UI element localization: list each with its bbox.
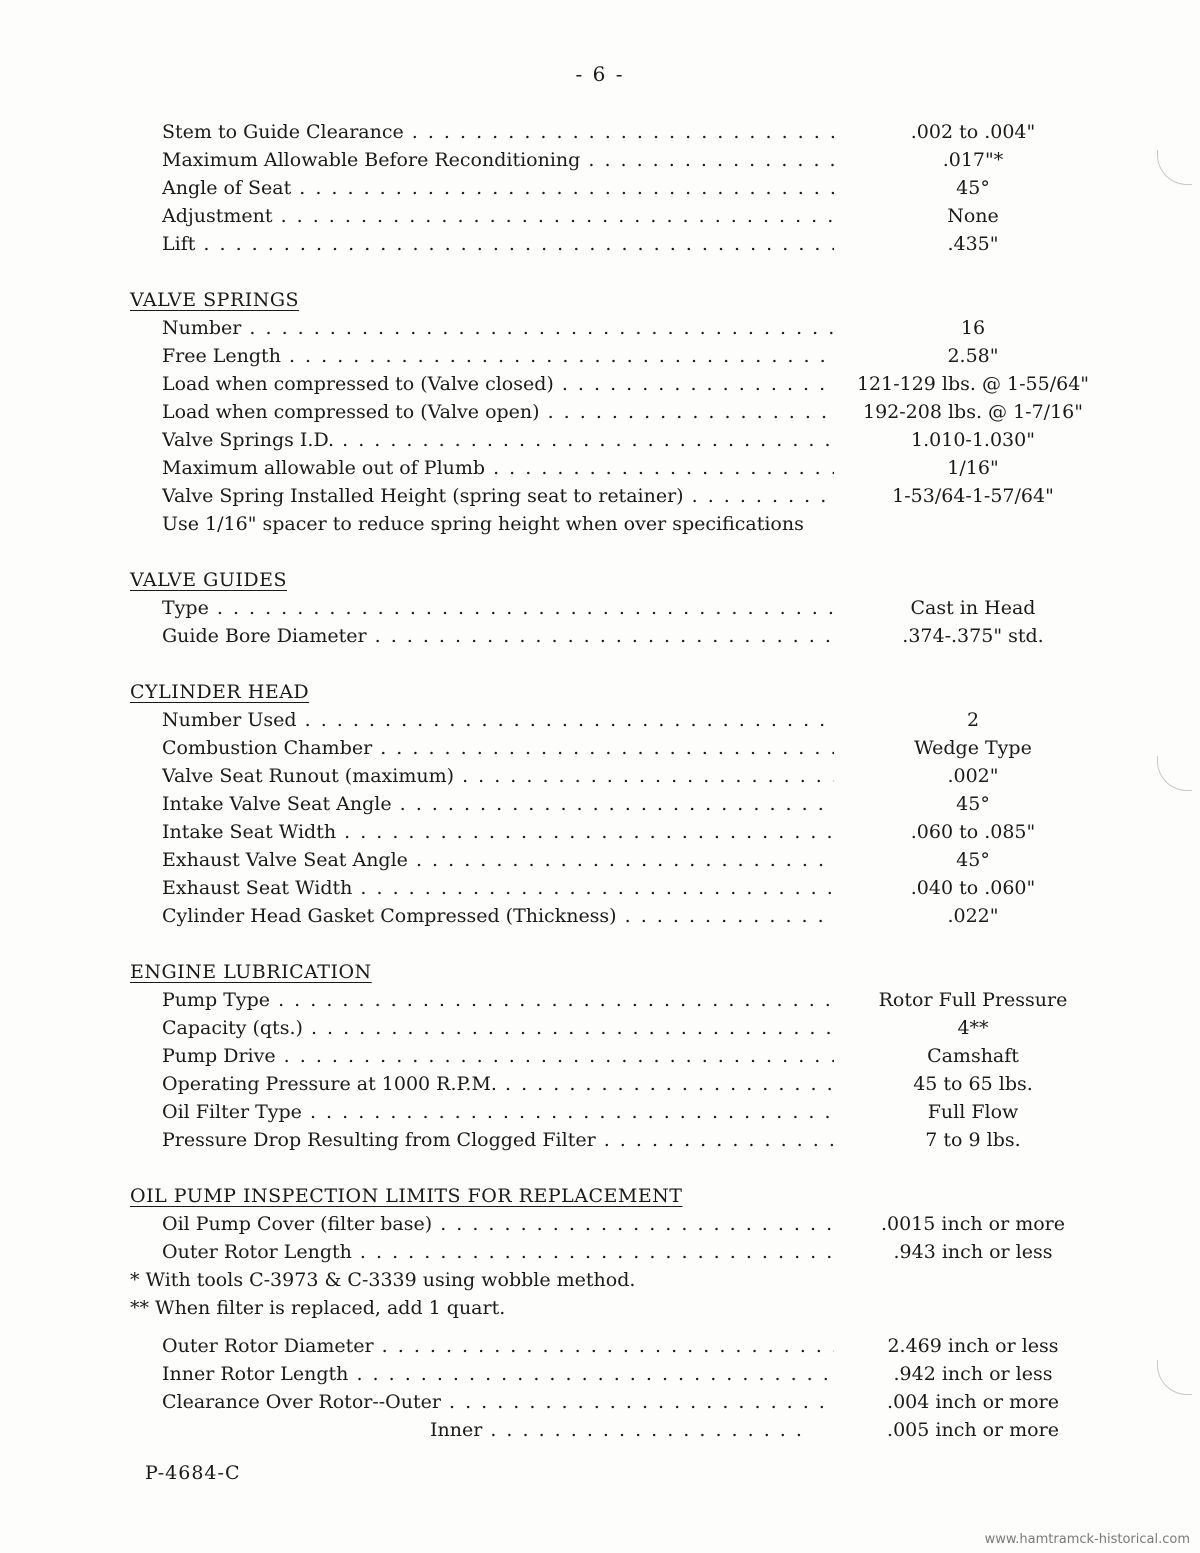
spec-row: [130, 706, 1110, 734]
spec-value: 2: [966, 709, 980, 731]
spec-row: [130, 818, 1110, 846]
spec-label: Outer Rotor Diameter . . .: [162, 1332, 834, 1360]
spec-label: Oil Filter Type . . .: [162, 1098, 834, 1126]
spec-row: [130, 902, 1110, 930]
spec-row: [130, 1360, 1110, 1388]
spec-label: Adjustment . . .: [162, 202, 834, 230]
spec-row: [130, 1238, 1110, 1266]
spec-label: Guide Bore Diameter . . .: [162, 622, 834, 650]
spec-value: .022": [947, 905, 999, 927]
spec-label: Intake Seat Width . . .: [162, 818, 834, 846]
valve-guides-section: [130, 566, 1110, 650]
punch-hole-mark: [1157, 1360, 1192, 1395]
oil-pump-section: [130, 1182, 1110, 1444]
spec-value: .002 to .004": [910, 121, 1036, 143]
spec-value: .060 to .085": [910, 821, 1036, 843]
page-number: - 6 -: [575, 62, 625, 86]
punch-hole-mark: [1157, 150, 1192, 185]
spec-value: .942 inch or less: [893, 1363, 1053, 1385]
spec-value: .040 to .060": [910, 877, 1036, 899]
spec-value: 1-53/64-1-57/64": [892, 485, 1054, 507]
spec-value: 1/16": [947, 457, 999, 479]
spec-value: .002": [947, 765, 999, 787]
spec-label: Type . . .: [162, 594, 834, 622]
spec-label: Number Used . . .: [162, 706, 834, 734]
spec-row: [130, 846, 1110, 874]
spec-row: [130, 1210, 1110, 1238]
spec-row: [130, 594, 1110, 622]
spec-row: [130, 790, 1110, 818]
footer-url: www.hamtramck-historical.com: [984, 1532, 1190, 1547]
cylinder-head-section: [130, 678, 1110, 930]
spec-row: [130, 146, 1110, 174]
spec-row: [130, 202, 1110, 230]
spec-label: Oil Pump Cover (filter base) . . .: [162, 1210, 834, 1238]
spec-label: Outer Rotor Length . . .: [162, 1238, 834, 1266]
spec-row: [130, 1416, 1110, 1444]
section-heading: CYLINDER HEAD: [130, 681, 310, 703]
spec-row: [130, 454, 1110, 482]
spec-label: Angle of Seat . . .: [162, 174, 834, 202]
spec-row: [130, 174, 1110, 202]
spec-value: .017"*: [942, 149, 1004, 171]
spec-value: 4**: [957, 1017, 989, 1039]
spec-value: Full Flow: [927, 1101, 1019, 1123]
spec-label: Capacity (qts.) . . .: [162, 1014, 834, 1042]
spec-label: Load when compressed to (Valve closed) . . .: [162, 370, 834, 398]
spec-label: Operating Pressure at 1000 R.P.M. . . .: [162, 1070, 834, 1098]
spec-label: Maximum Allowable Before Reconditioning . . .: [162, 146, 834, 174]
section-heading: ENGINE LUBRICATION: [130, 961, 372, 983]
spec-note: [130, 510, 1110, 538]
footnote-text: * With tools C-3973 & C-3339 using wobble method.: [130, 1269, 636, 1291]
spec-value: None: [947, 205, 999, 227]
spec-row: [130, 734, 1110, 762]
spec-row: [130, 1042, 1110, 1070]
spec-value: Camshaft: [927, 1045, 1019, 1067]
spec-label: Combustion Chamber . . .: [162, 734, 834, 762]
spec-value: Rotor Full Pressure: [878, 989, 1068, 1011]
spec-row: [130, 1332, 1110, 1360]
spec-value: 121-129 lbs. @ 1-55/64": [856, 373, 1090, 395]
spec-label: Exhaust Seat Width . . .: [162, 874, 834, 902]
spec-value: .435": [947, 233, 999, 255]
spec-label: Maximum allowable out of Plumb . . .: [162, 454, 834, 482]
spec-row: [130, 118, 1110, 146]
spec-label: Valve Springs I.D. . . .: [162, 426, 834, 454]
spec-value: 1.010-1.030": [911, 429, 1035, 451]
section-heading: VALVE GUIDES: [130, 569, 287, 591]
spec-value: .004 inch or more: [887, 1391, 1059, 1413]
spec-label: Stem to Guide Clearance . . .: [162, 118, 834, 146]
spec-label: Clearance Over Rotor--Outer . . .: [162, 1388, 834, 1416]
footnote-text: ** When filter is replaced, add 1 quart.: [130, 1297, 506, 1319]
spec-value: .943 inch or less: [893, 1241, 1053, 1263]
spec-value: 16: [960, 317, 986, 339]
spec-label: Intake Valve Seat Angle . . .: [162, 790, 834, 818]
spec-value: .005 inch or more: [887, 1419, 1059, 1441]
spec-value: 45°: [956, 793, 990, 815]
spec-value: 45°: [956, 177, 990, 199]
spec-label: Pump Drive . . .: [162, 1042, 834, 1070]
spec-row: [130, 342, 1110, 370]
spec-label: Number . . .: [162, 314, 834, 342]
spec-row: [130, 482, 1110, 510]
spec-row: [130, 762, 1110, 790]
spec-value: .374-.375" std.: [902, 625, 1044, 647]
spec-label: Inner . . .: [430, 1416, 802, 1444]
spec-row: [130, 314, 1110, 342]
spec-label: Pump Type . . .: [162, 986, 834, 1014]
spec-value: 192-208 lbs. @ 1-7/16": [862, 401, 1083, 423]
spec-label: Inner Rotor Length . . .: [162, 1360, 834, 1388]
section-heading: VALVE SPRINGS: [130, 289, 300, 311]
spec-label: Lift . . .: [162, 230, 834, 258]
footnote: [130, 1266, 1110, 1294]
spec-row: [130, 1126, 1110, 1154]
spec-row: [130, 230, 1110, 258]
spec-row: [130, 1388, 1110, 1416]
spec-value: 45°: [956, 849, 990, 871]
spec-row: [130, 398, 1110, 426]
spec-row: [130, 426, 1110, 454]
spec-label: Valve Spring Installed Height (spring seat to retainer) . . .: [162, 482, 834, 510]
valve-springs-section: [130, 286, 1110, 538]
form-number: P-4684-C: [145, 1462, 241, 1484]
section-heading: OIL PUMP INSPECTION LIMITS FOR REPLACEMENT: [130, 1185, 683, 1207]
spec-value: Wedge Type: [914, 737, 1032, 759]
spec-row: [130, 370, 1110, 398]
spec-row: [130, 1070, 1110, 1098]
engine-lubrication-section: [130, 958, 1110, 1154]
spec-value: 2.58": [947, 345, 999, 367]
spec-value: 2.469 inch or less: [887, 1335, 1059, 1357]
spec-row: [130, 1098, 1110, 1126]
spec-row: [130, 986, 1110, 1014]
spec-row: [130, 874, 1110, 902]
spec-label: Cylinder Head Gasket Compressed (Thickness) . . .: [162, 902, 834, 930]
spec-row: [130, 1014, 1110, 1042]
punch-hole-mark: [1157, 756, 1192, 791]
spec-value: .0015 inch or more: [880, 1213, 1065, 1235]
footnote: [130, 1294, 1110, 1322]
spec-label: Load when compressed to (Valve open) . . .: [162, 398, 834, 426]
spec-label: Valve Seat Runout (maximum) . . .: [162, 762, 834, 790]
spec-content: [130, 118, 1110, 1444]
spec-label: Pressure Drop Resulting from Clogged Filter . . .: [162, 1126, 834, 1154]
spec-value: Cast in Head: [910, 597, 1036, 619]
spec-value: 45 to 65 lbs.: [913, 1073, 1033, 1095]
valves-continued: [130, 118, 1110, 258]
spec-note-text: Use 1/16" spacer to reduce spring height when over specifications: [162, 513, 804, 535]
spec-label: Free Length . . .: [162, 342, 834, 370]
spec-value: 7 to 9 lbs.: [925, 1129, 1021, 1151]
spec-label: Exhaust Valve Seat Angle . . .: [162, 846, 834, 874]
spec-row: [130, 622, 1110, 650]
